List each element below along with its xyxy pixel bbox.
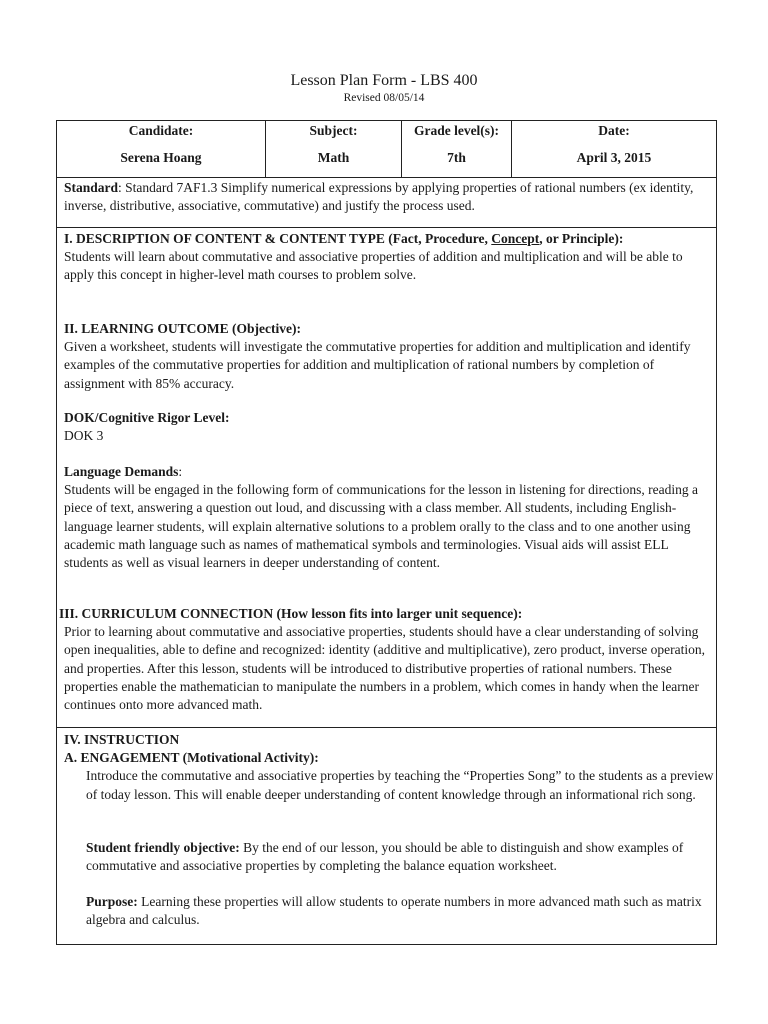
- content-heading: [64, 230, 714, 248]
- content-text: Students will learn about commutative and associative properties of addition and multiplication and will be able to apply this concept in higher-level math courses to problem solve.: [64, 249, 683, 283]
- objective-text: By the end of our lesson, you should be able to distinguish and show examples of commutative and associative properties by completing the balance equation worksheet.: [86, 840, 684, 874]
- date-value: April 3, 2015: [576, 150, 652, 165]
- date-label: Date:: [598, 123, 630, 138]
- language-demands-section: [64, 463, 714, 572]
- learning-outcome-heading: II. LEARNING OUTCOME (Objective):: [64, 321, 301, 336]
- standard-section: [64, 179, 714, 215]
- candidate-name: Serena Hoang: [120, 150, 202, 165]
- row-divider: [57, 227, 716, 228]
- standard-label: Standard: [64, 180, 119, 195]
- dok-section: [64, 409, 714, 445]
- engagement-text: Introduce the commutative and associative properties by teaching the “Properties Song” to the students as a preview of today lesson. This will enable deeper understanding of content knowledge through an informational rich song.: [86, 768, 714, 802]
- grade-cell: [402, 121, 511, 177]
- subject-value: Math: [317, 150, 350, 165]
- dok-value: DOK 3: [64, 428, 104, 444]
- instruction-section: [64, 731, 714, 804]
- purpose-section: [64, 893, 714, 929]
- candidate-label: Candidate:: [128, 123, 194, 138]
- standard-text: : Standard 7AF1.3 Simplify numerical expressions by applying properties of rational numbers (ex identity, inverse, distributive, associative, commutative) and justify the process used.: [64, 180, 694, 214]
- lesson-plan-table: [56, 120, 717, 945]
- date-cell: [512, 121, 716, 177]
- objective-label: Student friendly objective:: [86, 840, 240, 855]
- content-section: [64, 230, 714, 285]
- content-heading-part: , or Principle):: [539, 231, 624, 246]
- curriculum-section: [59, 605, 715, 714]
- concept-underlined: Concept: [491, 231, 540, 246]
- page-title: Lesson Plan Form - LBS 400: [290, 72, 478, 89]
- purpose-text: Learning these properties will allow students to operate numbers in more advanced math such as matrix algebra and calculus.: [86, 894, 702, 928]
- learning-outcome-section: [64, 320, 714, 393]
- language-demands-text: Students will be engaged in the following form of communications for the lesson in listening for directions, reading a piece of text, answering a question out loud, and discussing with a class member. All students, including English-language learner students, will explain alternative solutions to a problem orally to the class and to one another using academic math language such as names of mathematical symbols and terminologies. Visual aids will assist ELL students as well as visual learners in deeper understanding of content.: [64, 482, 698, 571]
- learning-outcome-text: Given a worksheet, students will investigate the commutative properties for addition and multiplication and identify examples of the commutative properties for addition and multiplication of rational numbers by completion of assignment with 85% accuracy.: [64, 339, 691, 391]
- objective-section: [64, 839, 714, 875]
- purpose-label: Purpose:: [86, 894, 138, 909]
- instruction-heading: IV. INSTRUCTION: [64, 732, 180, 747]
- content-heading-part: I. DESCRIPTION OF CONTENT & CONTENT TYPE (Fact, Procedure,: [64, 231, 492, 246]
- language-demands-heading: Language Demands: [64, 464, 179, 479]
- grade-value: 7th: [447, 150, 466, 165]
- grade-label: Grade level(s):: [413, 123, 500, 138]
- curriculum-heading: III. CURRICULUM CONNECTION (How lesson fits into larger unit sequence):: [59, 606, 523, 621]
- subject-label: Subject:: [309, 123, 358, 138]
- curriculum-text: Prior to learning about commutative and associative properties, students should have a clear understanding of solving open inequalities, able to define and recognized: identity (additive and multiplicative), zero product, inverse operation, and properties. After this lesson, students will be introduced to distributive properties of rational numbers. These properties enable the mathematician to manipulate the numbers in a problem, which comes in handy when the learner continues onto more advanced math.: [64, 624, 706, 713]
- engagement-heading: A. ENGAGEMENT (Motivational Activity):: [64, 750, 319, 766]
- language-demands-colon: :: [178, 464, 183, 479]
- subject-cell: [266, 121, 401, 177]
- revised-date: Revised 08/05/14: [343, 92, 425, 104]
- row-divider: [57, 177, 716, 178]
- dok-heading: DOK/Cognitive Rigor Level:: [64, 410, 230, 425]
- row-divider: [57, 727, 716, 728]
- candidate-cell: [57, 121, 265, 177]
